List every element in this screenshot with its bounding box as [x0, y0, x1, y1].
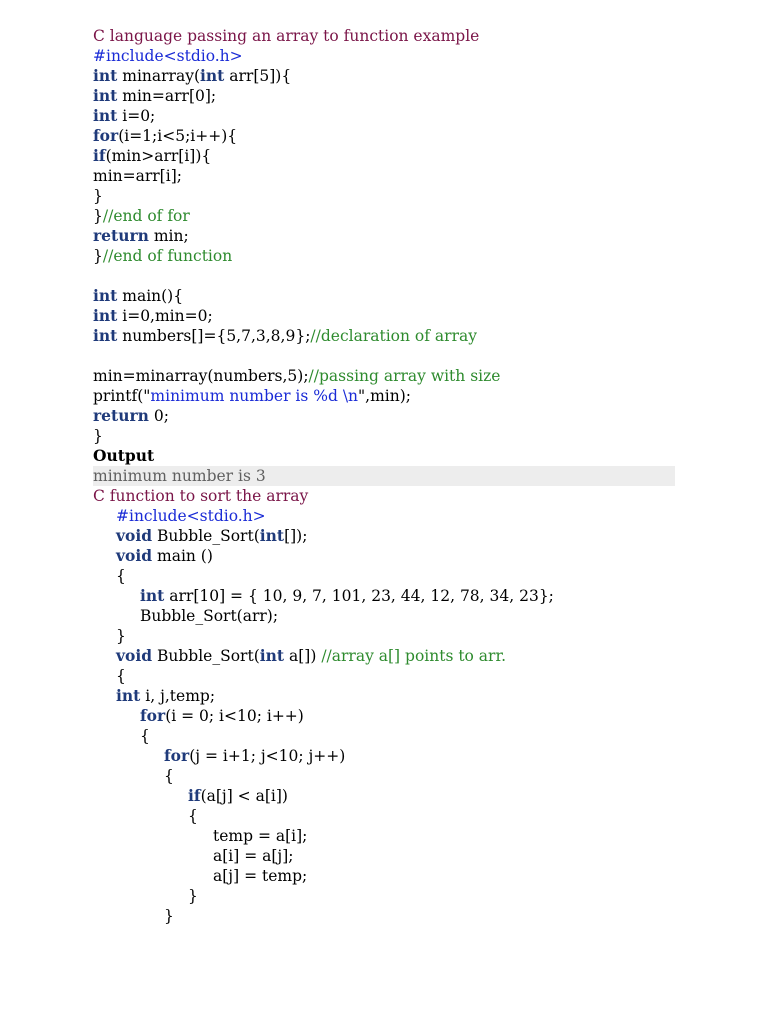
code-line [93, 286, 693, 306]
code-line [93, 546, 693, 566]
code-text: } [188, 887, 198, 905]
code-keyword: int [140, 586, 165, 605]
code-keyword: int [116, 686, 141, 705]
code-line [93, 806, 693, 826]
code-line [93, 206, 693, 226]
code-line [93, 146, 693, 166]
code-keyword: int [93, 326, 118, 345]
code-text: { [116, 667, 126, 685]
code-keyword: if [188, 786, 201, 805]
code-text: min=arr[i]; [93, 167, 182, 185]
code-line [93, 366, 693, 386]
code-text: a[]) [284, 647, 322, 665]
code-preprocessor: #include<stdio.h> [93, 47, 243, 65]
code-text: i, j,temp; [140, 687, 216, 705]
code-keyword: return [93, 406, 149, 425]
output-label: Output [93, 446, 155, 465]
code-line [93, 766, 693, 786]
code-keyword: if [93, 146, 106, 165]
code-comment: //end of function [102, 247, 233, 265]
code-text: (i = 0; i<10; i++) [165, 707, 304, 725]
code-text: { [188, 807, 198, 825]
code-line [93, 686, 693, 706]
code-line [93, 526, 693, 546]
code-block-minarray [93, 46, 693, 446]
code-text: a[i] = a[j]; [213, 847, 294, 865]
code-text: main(){ [117, 287, 184, 305]
code-keyword: for [93, 126, 119, 145]
code-line [93, 406, 693, 426]
code-line [93, 46, 693, 66]
code-keyword: int [200, 66, 225, 85]
code-line [93, 786, 693, 806]
code-text: (min>arr[i]){ [105, 147, 212, 165]
code-line [93, 106, 693, 126]
code-line [93, 626, 693, 646]
code-text: (i=1;i<5;i++){ [118, 127, 238, 145]
code-line [93, 166, 693, 186]
code-preprocessor: #include<stdio.h> [116, 507, 266, 525]
code-comment: //array a[] points to arr. [321, 647, 507, 665]
code-line [93, 506, 693, 526]
code-keyword: int [93, 106, 118, 125]
code-keyword: int [93, 286, 118, 305]
code-line [93, 246, 693, 266]
code-text: { [164, 767, 174, 785]
code-keyword: int [259, 646, 285, 665]
code-line [93, 126, 693, 146]
code-text: i=0,min=0; [117, 307, 213, 325]
code-line [93, 346, 693, 366]
code-line [93, 826, 693, 846]
code-text: printf(" [93, 387, 151, 405]
code-text: } [93, 427, 103, 445]
code-text: } [93, 207, 103, 225]
code-line [93, 866, 693, 886]
code-text: Bubble_Sort(arr); [140, 607, 279, 625]
code-text: min=arr[0]; [117, 87, 217, 105]
code-text: min; [148, 227, 189, 245]
code-text: Bubble_Sort( [152, 647, 260, 665]
code-text: } [93, 187, 103, 205]
code-string: minimum number is %d \n [150, 387, 359, 405]
code-line [93, 306, 693, 326]
code-line [93, 586, 693, 606]
code-keyword: int [259, 526, 285, 545]
code-text: temp = a[i]; [213, 827, 308, 845]
code-keyword: void [116, 646, 153, 665]
code-text: } [93, 247, 103, 265]
code-line [93, 426, 693, 446]
code-line [93, 566, 693, 586]
code-line [93, 86, 693, 106]
code-text: { [140, 727, 150, 745]
code-text: min=minarray(numbers,5); [93, 367, 309, 385]
section1-heading: C language passing an array to function example [93, 27, 480, 45]
code-line [93, 326, 693, 346]
code-text: Bubble_Sort( [152, 527, 260, 545]
code-text: (j = i+1; j<10; j++) [189, 747, 346, 765]
code-text: minarray( [117, 67, 200, 85]
code-text: ",min); [358, 387, 412, 405]
code-text: } [116, 627, 126, 645]
code-line [93, 66, 693, 86]
code-line [93, 186, 693, 206]
code-keyword: int [93, 306, 118, 325]
code-line [93, 746, 693, 766]
code-text: } [164, 907, 174, 925]
code-text: main () [152, 547, 213, 565]
code-keyword: return [93, 226, 149, 245]
section2-heading: C function to sort the array [93, 487, 309, 505]
code-text: i=0; [117, 107, 156, 125]
code-line [93, 666, 693, 686]
code-keyword: for [140, 706, 166, 725]
code-text: []); [284, 527, 308, 545]
code-line [93, 266, 693, 286]
code-line [93, 226, 693, 246]
code-comment: //declaration of array [310, 327, 477, 345]
code-line [93, 726, 693, 746]
code-line [93, 846, 693, 866]
code-text: (a[j] < a[i]) [200, 787, 288, 805]
code-line [93, 906, 693, 926]
code-comment: //end of for [102, 207, 190, 225]
code-keyword: int [93, 86, 118, 105]
code-comment: //passing array with size [308, 367, 501, 385]
code-line [93, 646, 693, 666]
code-text: { [116, 567, 126, 585]
code-text: numbers[]={5,7,3,8,9}; [117, 327, 311, 345]
output-text: minimum number is 3 [93, 466, 675, 486]
code-line [93, 606, 693, 626]
code-block-bubble-sort [93, 506, 693, 926]
code-line [93, 706, 693, 726]
code-text: 0; [148, 407, 169, 425]
code-text: arr[10] = { 10, 9, 7, 101, 23, 44, 12, 78, 34, 23}; [164, 587, 554, 605]
code-text: arr[5]){ [224, 67, 292, 85]
code-keyword: for [164, 746, 190, 765]
document-page [93, 26, 693, 926]
code-text: a[j] = temp; [213, 867, 308, 885]
code-line [93, 886, 693, 906]
code-keyword: void [116, 546, 153, 565]
code-keyword: int [93, 66, 118, 85]
code-keyword: void [116, 526, 153, 545]
code-line [93, 386, 693, 406]
